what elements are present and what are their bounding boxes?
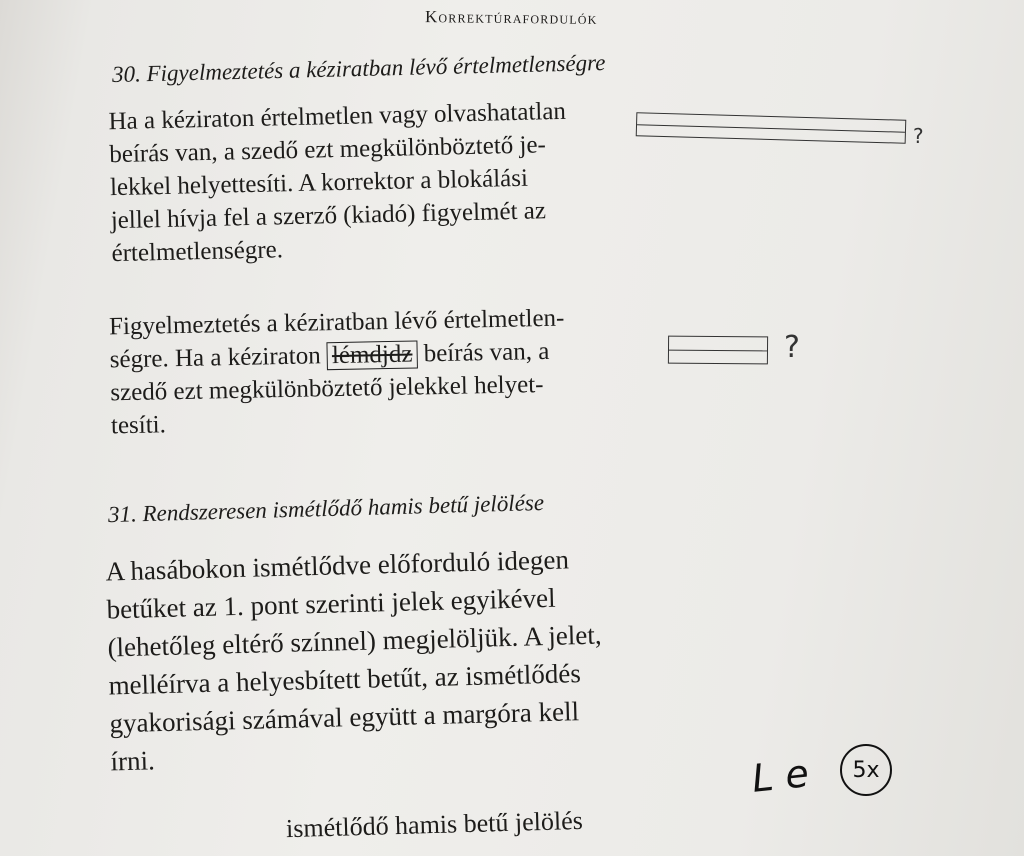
section-30-paragraph-1 (108, 95, 569, 270)
text-fragment: beírás van, a (423, 337, 550, 368)
section-31-paragraph (105, 540, 605, 781)
margin-question-mark-2: ? (784, 330, 800, 365)
text-line: Ha a kéziraton értelmetlen vagy olvashatatlan (108, 97, 567, 136)
text-line: (lehetőleg eltérő színnel) megjelöljük. A jelet, (107, 619, 602, 663)
text-line: tesíti. (110, 411, 167, 440)
text-line: Figyelmeztetés a kéziratban lévő értelmetlen- (108, 304, 565, 341)
text-line: beírás van, a szedő ezt megkülönböztető je- (109, 131, 547, 169)
section-31-heading: 31. Rendszeresen ismétlődő hamis betű jelölése (107, 489, 545, 528)
handwritten-delete-mark: L e (749, 751, 811, 801)
blocking-mark-bar-2 (668, 336, 768, 365)
text-line: szedő ezt megkülönböztető jelekkel helyet- (110, 371, 544, 407)
text-line: gyakorisági számával együtt a margóra kell (109, 696, 580, 739)
text-line: betűket az 1. pont szerinti jelek egyikével (106, 582, 556, 625)
text-line: melléírva a helyesbített betűt, az ismétlődés (108, 658, 582, 701)
text-line: értelmetlenségre. (111, 236, 284, 268)
circled-count-mark: 5x (840, 744, 892, 796)
text-line: jellel hívja fel a szerző (kiadó) figyelmét az (110, 197, 547, 235)
text-line: A hasábokon ismétlődve előforduló idegen (105, 544, 570, 587)
section-30-heading: 30. Figyelmeztetés a kéziratban lévő értelmetlenségre (111, 49, 606, 88)
text-fragment: ségre. Ha a kéziraton (109, 342, 321, 374)
struck-word-box: lémdjdz (327, 340, 418, 370)
text-line: írni. (110, 745, 156, 777)
running-header: Korrektúrafordulók (424, 7, 598, 28)
margin-question-mark-1: ? (913, 124, 924, 148)
last-partial-line: ismétlődő hamis betű jelölés (285, 805, 584, 844)
text-line: lekkel helyettesíti. A korrektor a blokálási (109, 164, 529, 202)
section-30-paragraph-2 (109, 302, 567, 443)
